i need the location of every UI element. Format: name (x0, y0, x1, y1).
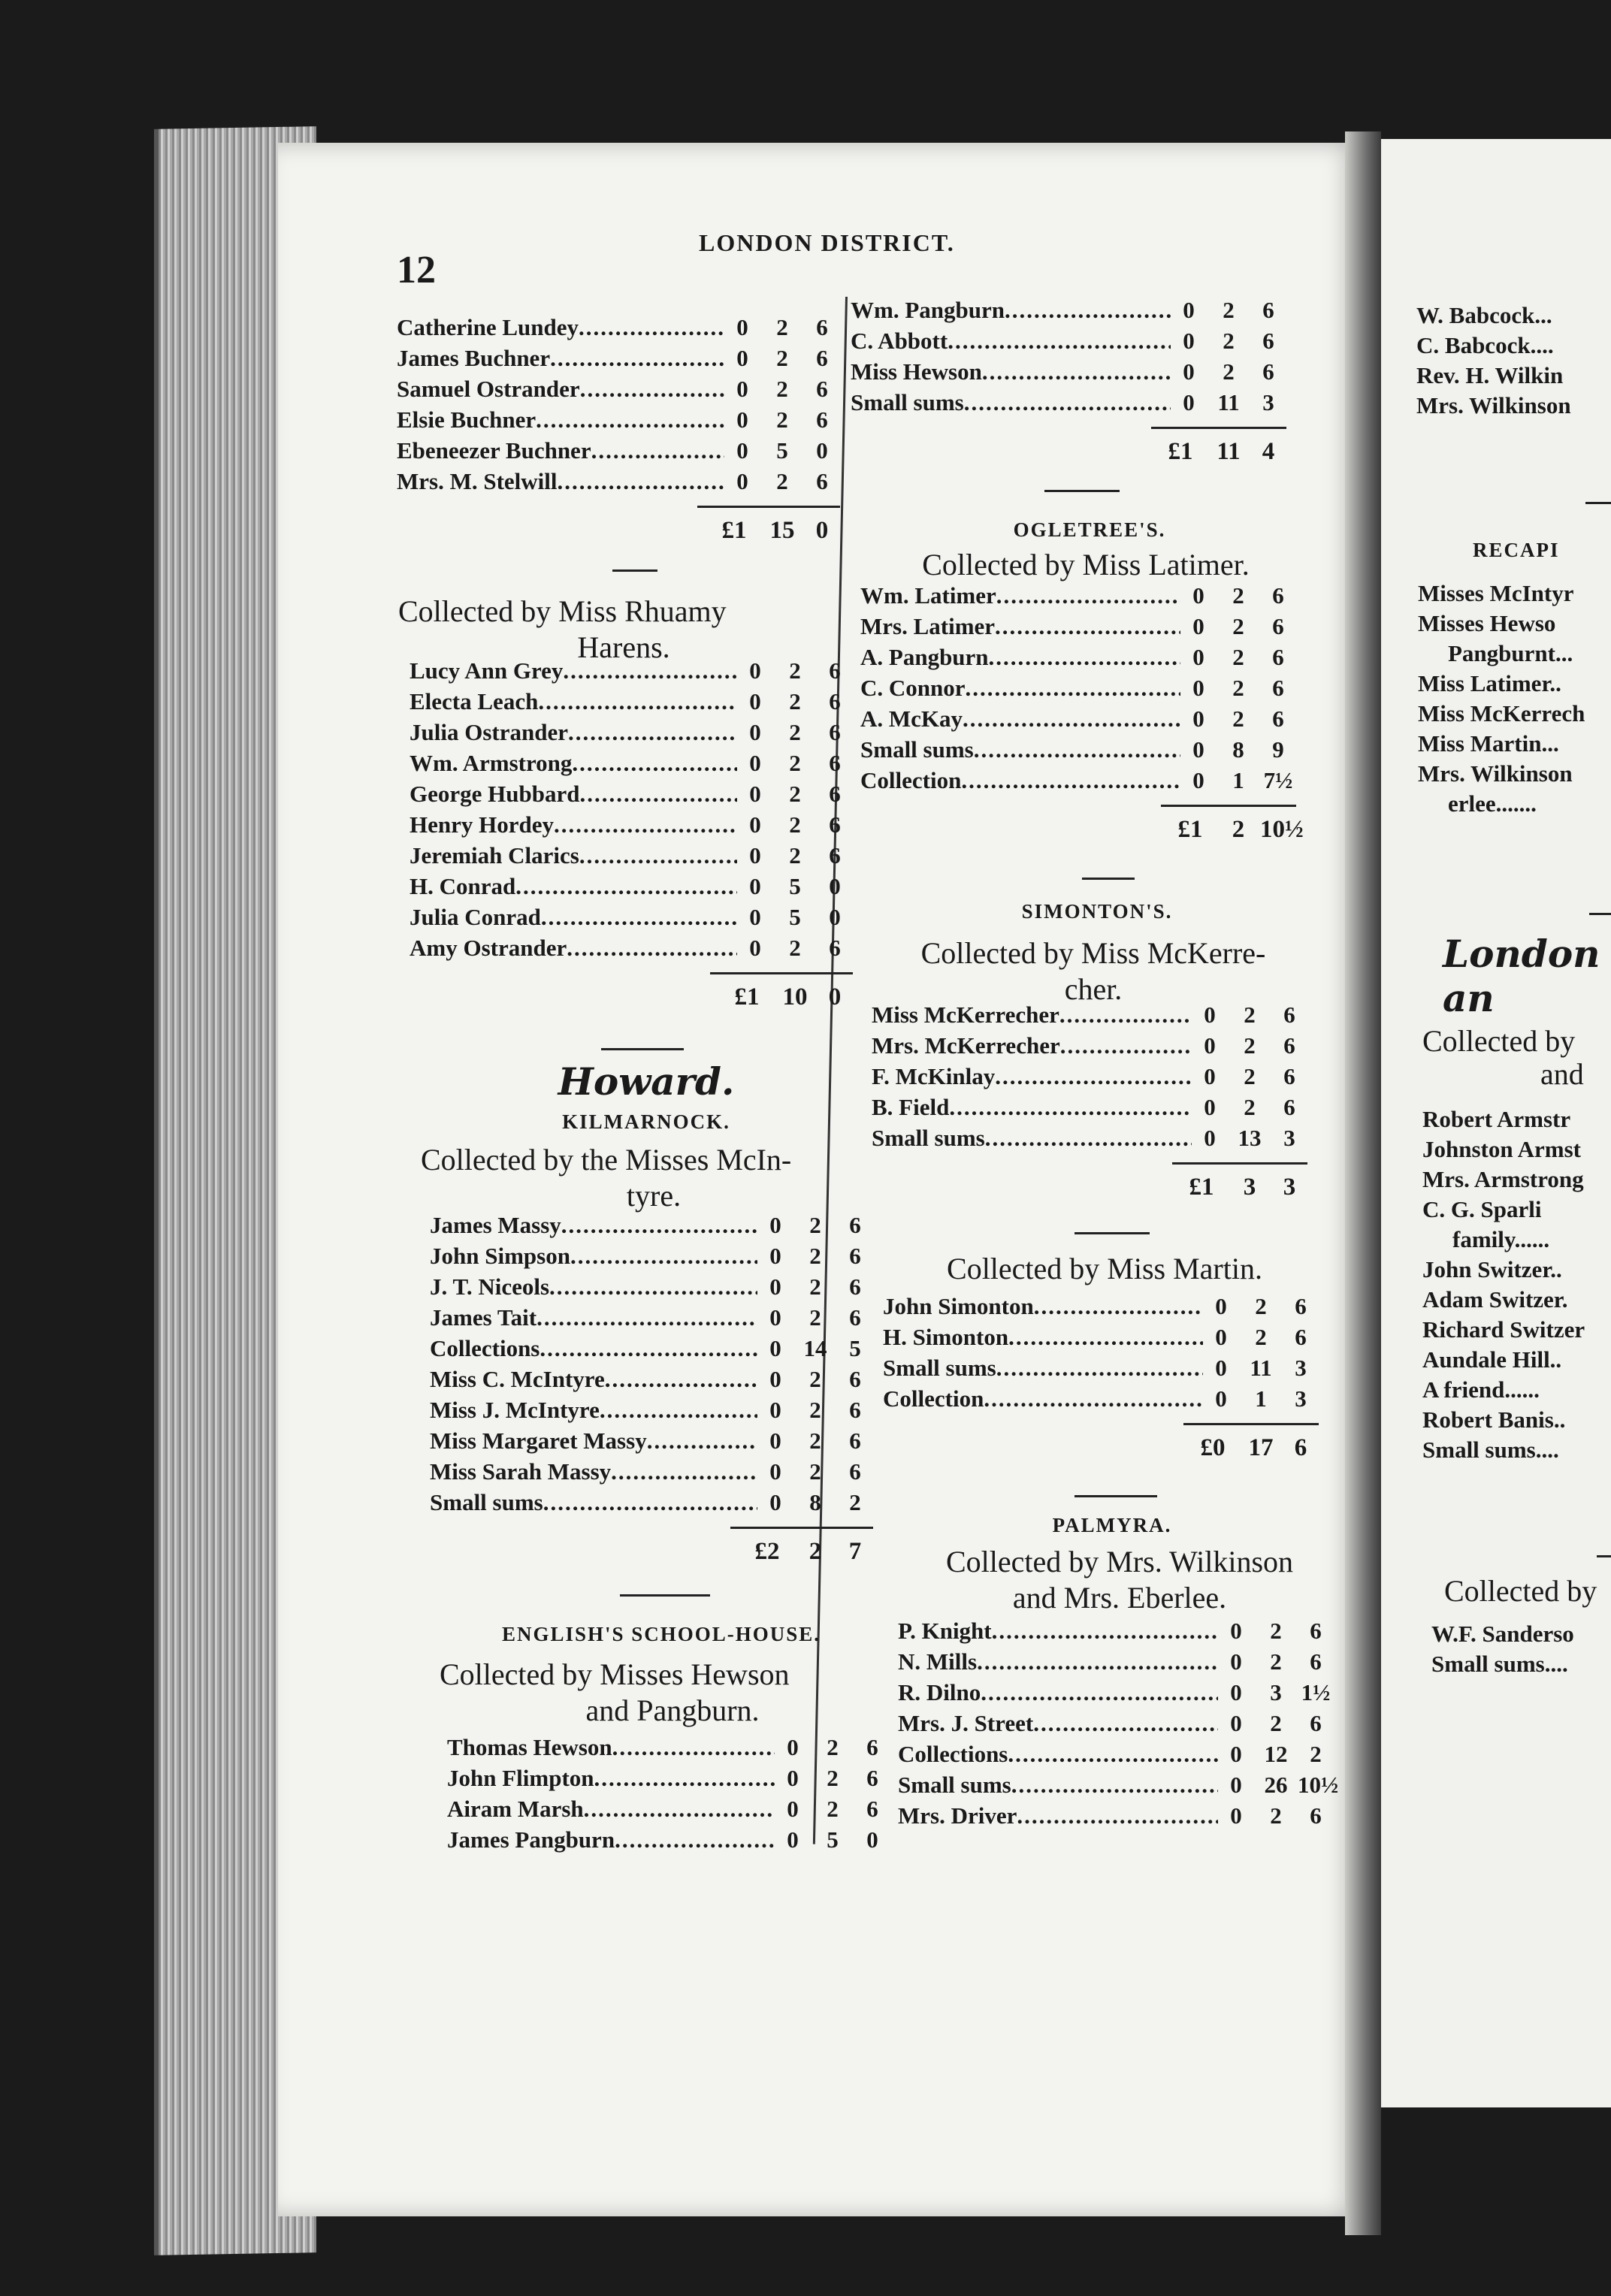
table-row: C. Connor ..... 0 2 6 (860, 672, 1296, 703)
list-item: Robert Banis.. (1422, 1406, 1566, 1433)
collector-title: Collected by Miss McKerre- (920, 936, 1266, 970)
table-row: Collection ..... 0 1 7½ (860, 765, 1296, 796)
collector-title-cont: cher. (1064, 972, 1123, 1006)
table-row: H. Simonton ..... 0 2 6 (883, 1322, 1319, 1352)
section-rule (1589, 913, 1611, 915)
table-row: Julia Ostrander ..... 0 2 6 (410, 717, 853, 748)
right-page-mid-list (1422, 1104, 1585, 1465)
list-item: Small sums.... (1431, 1651, 1568, 1677)
collector-title-cont: Harens. (577, 630, 670, 664)
list-item: Misses Hewso (1418, 610, 1556, 636)
table-row: James Pangburn ..... 0 5 0 (447, 1824, 890, 1855)
collector-title: Collected by Mrs. Wilkinson (945, 1545, 1294, 1578)
col1-block3 (430, 1210, 873, 1567)
table-row: James Buchner ..... 0 2 6 (397, 343, 840, 373)
table-row: A. Pangburn ..... 0 2 6 (860, 642, 1296, 672)
table-row: Miss J. McIntyre ..... 0 2 6 (430, 1394, 873, 1425)
recap-list (1418, 579, 1585, 819)
table-row: Electa Leach ..... 0 2 6 (410, 686, 853, 717)
table-row: Wm. Pangburn ..... 0 2 6 (851, 295, 1286, 325)
place-heading: PALMYRA. (1052, 1514, 1172, 1536)
list-item: Small sums.... (1422, 1437, 1559, 1463)
table-row: James Massy ..... 0 2 6 (430, 1210, 873, 1240)
place-heading: SIMONTON'S. (1021, 900, 1173, 923)
section-rule (601, 1048, 684, 1050)
book-gutter (1345, 131, 1381, 2235)
table-row: Collections ..... 0 14 5 (430, 1333, 873, 1364)
table-row: John Simonton ..... 0 2 6 (883, 1291, 1319, 1322)
section-rule (1585, 502, 1611, 504)
section-rule (1082, 878, 1135, 880)
section-rule (1044, 490, 1120, 492)
table-row: P. Knight ..... 0 2 6 (898, 1615, 1334, 1646)
list-item: C. G. Sparli (1422, 1196, 1542, 1222)
table-row: Airam Marsh ..... 0 2 6 (447, 1793, 890, 1824)
table-row: H. Conrad ..... 0 5 0 (410, 871, 853, 902)
collector-title-cont: and Mrs. Eberlee. (1012, 1581, 1227, 1615)
collector-title: Collected by Misses Hewson (440, 1657, 790, 1691)
table-row: John Flimpton ..... 0 2 6 (447, 1763, 890, 1793)
col1-block1 (397, 312, 840, 546)
table-row: Lucy Ann Grey ..... 0 2 6 (410, 655, 853, 686)
table-row: Ebeneezer Buchner ..... 0 5 0 (397, 435, 840, 466)
list-item: John Switzer.. (1422, 1256, 1562, 1282)
list-item: Aundale Hill.. (1422, 1346, 1562, 1373)
table-row: Mrs. McKerrecher ..... 0 2 6 (872, 1030, 1307, 1061)
col1-block2 (410, 655, 853, 1013)
table-row: Miss C. McIntyre ..... 0 2 6 (430, 1364, 873, 1394)
table-row: Thomas Hewson ..... 0 2 6 (447, 1732, 890, 1763)
list-item: Pangburnt... (1448, 640, 1573, 666)
list-item: C. Babcock.... (1416, 332, 1554, 358)
list-item: Miss Martin... (1418, 730, 1559, 757)
collector-title: Collected by Miss Martin. (947, 1252, 1262, 1285)
running-header: LONDON DISTRICT. (699, 229, 955, 256)
table-row: R. Dilno ..... 0 3 1½ (898, 1677, 1334, 1708)
table-row: Mrs. Latimer ..... 0 2 6 (860, 611, 1296, 642)
total-row: £1 15 0 (697, 506, 840, 546)
total-row: £0 17 6 (1183, 1423, 1319, 1464)
list-item: W.F. Sanderso (1431, 1621, 1574, 1647)
collector-title-cont: and (1540, 1057, 1584, 1091)
table-row: Julia Conrad ..... 0 5 0 (410, 902, 853, 932)
district-heading: London an (1443, 932, 1600, 1020)
total-row: £2 2 7 (730, 1527, 873, 1567)
table-row: Henry Hordey ..... 0 2 6 (410, 809, 853, 840)
collector-title-cont: and Pangburn. (585, 1693, 760, 1727)
table-row: N. Mills ..... 0 2 6 (898, 1646, 1334, 1677)
col2-block3 (872, 999, 1307, 1203)
list-item: Rev. H. Wilkin (1416, 362, 1564, 388)
list-item: Richard Switzer (1422, 1316, 1585, 1343)
table-row: Small sums ..... 0 11 3 (883, 1352, 1319, 1383)
right-page-top-list (1416, 301, 1571, 421)
list-item: Johnston Armst (1422, 1136, 1582, 1162)
table-row: Miss Margaret Massy ..... 0 2 6 (430, 1425, 873, 1456)
table-row: Wm. Latimer ..... 0 2 6 (860, 580, 1296, 611)
table-row: James Tait ..... 0 2 6 (430, 1302, 873, 1333)
list-item: W. Babcock... (1416, 302, 1552, 328)
list-item: Adam Switzer. (1422, 1286, 1568, 1313)
right-page-bottom-list (1431, 1619, 1574, 1679)
table-row: Collection ..... 0 1 3 (883, 1383, 1319, 1414)
col2-block1 (851, 295, 1286, 467)
table-row: Catherine Lundey ..... 0 2 6 (397, 312, 840, 343)
recap-heading: RECAPI (1473, 539, 1560, 561)
col1-block4 (447, 1732, 890, 1855)
section-rule (612, 569, 657, 572)
list-item: A friend...... (1422, 1376, 1540, 1403)
total-row: £1 2 10½ (1161, 805, 1296, 845)
list-item: Mrs. Armstrong (1422, 1166, 1584, 1192)
collector-title: Collected by (1422, 1024, 1576, 1058)
table-row: B. Field ..... 0 2 6 (872, 1092, 1307, 1122)
list-item: Robert Armstr (1422, 1106, 1571, 1132)
list-item: Miss Latimer.. (1418, 670, 1561, 696)
table-row: Collections ..... 0 12 2 (898, 1739, 1334, 1769)
table-row: Small sums ..... 0 8 2 (430, 1487, 873, 1518)
col2-block4 (883, 1291, 1319, 1464)
table-row: Miss Sarah Massy ..... 0 2 6 (430, 1456, 873, 1487)
section-rule (1075, 1232, 1150, 1234)
section-rule (1075, 1495, 1157, 1497)
table-row: Small sums ..... 0 11 3 (851, 387, 1286, 418)
collector-title: Collected by the Misses McIn- (421, 1143, 792, 1177)
table-row: Mrs. M. Stelwill ..... 0 2 6 (397, 466, 840, 497)
place-heading: KILMARNOCK. (562, 1110, 730, 1133)
collector-title: Collected by Miss Rhuamy (398, 594, 727, 628)
table-row: Amy Ostrander ..... 0 2 6 (410, 932, 853, 963)
section-rule (1597, 1555, 1611, 1557)
table-row: Jeremiah Clarics ..... 0 2 6 (410, 840, 853, 871)
table-row: George Hubbard ..... 0 2 6 (410, 778, 853, 809)
total-row: £1 3 3 (1172, 1162, 1307, 1203)
table-row: Small sums ..... 0 13 3 (872, 1122, 1307, 1153)
page-number: 12 (397, 249, 436, 292)
collector-title-cont: tyre. (626, 1179, 682, 1213)
section-rule (620, 1594, 710, 1597)
total-row: £1 11 4 (1151, 427, 1286, 467)
list-item: Misses McIntyr (1418, 580, 1574, 606)
list-item: Miss McKerrech (1418, 700, 1585, 727)
table-row: F. McKinlay ..... 0 2 6 (872, 1061, 1307, 1092)
table-row: John Simpson ..... 0 2 6 (430, 1240, 873, 1271)
table-row: Mrs. Driver ..... 0 2 6 (898, 1800, 1334, 1831)
table-row: Miss McKerrecher ..... 0 2 6 (872, 999, 1307, 1030)
list-item: Mrs. Wilkinson (1416, 392, 1571, 418)
total-row: £1 10 0 (710, 972, 853, 1013)
collector-title: Collected by (1444, 1574, 1597, 1608)
table-row: J. T. Niceols ..... 0 2 6 (430, 1271, 873, 1302)
table-row: Small sums ..... 0 8 9 (860, 734, 1296, 765)
place-heading: OGLETREE'S. (1013, 518, 1166, 541)
table-row: C. Abbott ..... 0 2 6 (851, 325, 1286, 356)
list-item: Mrs. Wilkinson (1418, 760, 1573, 787)
town-heading: Howard. (558, 1059, 735, 1104)
table-row: Miss Hewson ..... 0 2 6 (851, 356, 1286, 387)
collector-title: Collected by Miss Latimer. (922, 548, 1250, 582)
table-row: Elsie Buchner ..... 0 2 6 (397, 404, 840, 435)
table-row: A. McKay ..... 0 2 6 (860, 703, 1296, 734)
place-heading: ENGLISH'S SCHOOL-HOUSE. (501, 1623, 821, 1645)
table-row: Wm. Armstrong ..... 0 2 6 (410, 748, 853, 778)
table-row: Small sums ..... 0 26 10½ (898, 1769, 1334, 1800)
col2-block5 (898, 1615, 1339, 1831)
list-item: erlee....... (1448, 790, 1537, 817)
col2-block2 (860, 580, 1304, 845)
table-row: Mrs. J. Street ..... 0 2 6 (898, 1708, 1334, 1739)
list-item: family...... (1452, 1226, 1550, 1252)
table-row: Samuel Ostrander ..... 0 2 6 (397, 373, 840, 404)
